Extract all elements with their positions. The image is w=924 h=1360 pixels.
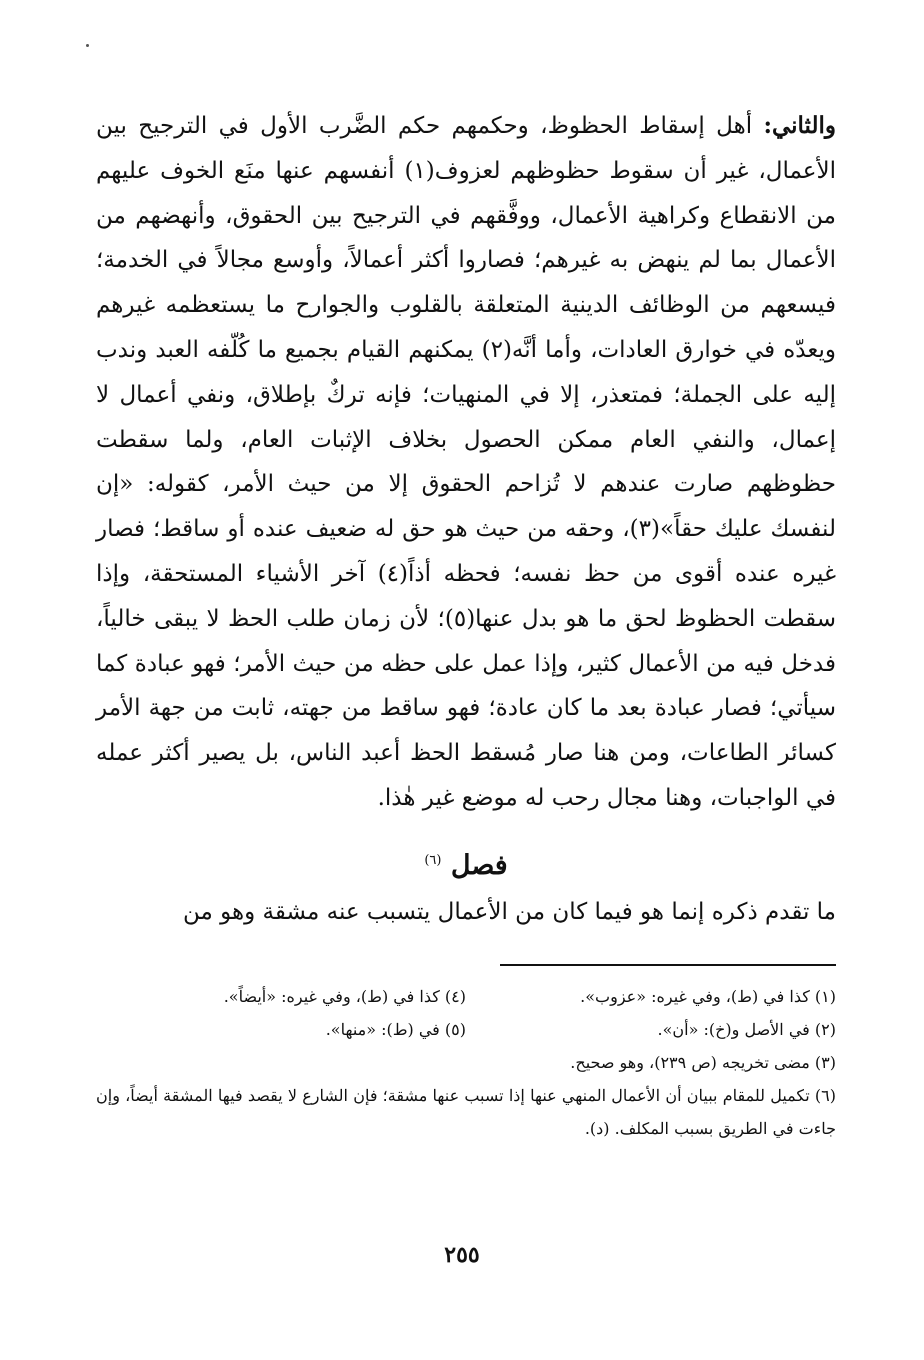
footnotes [96,980,836,1145]
margin-speck [86,44,89,47]
main-paragraph [96,104,836,821]
footnote-3: (٣) مضى تخريجه (ص ٢٣٩)، وهو صحيح. [570,1052,836,1072]
footnote-separator [500,964,836,966]
footnote-5: (٥) في (ط): «منها». [325,1019,466,1039]
paragraph-lead-word: والثاني: [763,112,836,139]
paragraph-body: أهل إسقاط الحظوظ، وحكمهم حكم الضَّرب الأول في الترجيح بين الأعمال، غير أن سقوط حظوظهم لعزوف(١) أنفسهم عنها منَع الخوف عليهم من الانقطاع وكراهية الأعمال، ووفَّقهم في الترجيح بين الحقوق، وأنهضهم من الأعمال بما لم ينهض به غيرهم؛ فصاروا أكثر أعمالاً، وأوسع مجالاً في الخدمة؛ فيسعهم من الوظائف الدينية المتعلقة بالقلوب والجوارح ما يستعظمه غيرهم ويعدّه في خوارق العادات، وأما أنَّه(٢) يمكنهم القيام بجميع ما كُلّفه العبد وندب إليه على الجملة؛ فمتعذر، إلا في المنهيات؛ فإنه تركٌ بإطلاق، ونفي أعمال لا إعمال، والنفي العام ممكن الحصول بخلاف الإثبات العام، ولما سقطت حظوظهم صارت عندهم لا تُزاحم الحقوق إلا من حيث الأمر، كقوله: «إن لنفسك عليك حقاً»(٣)، وحقه من حيث هو حق له ضعيف عنده أو ساقط؛ فصار غيره عنده أقوى من حظ نفسه؛ فحظه أذاً(٤) آخر الأشياء المستحقة، وإذا سقطت الحظوظ لحق ما هو بدل عنها(٥)؛ لأن زمان طلب الحظ لا يبقى خالياً، فدخل فيه من الأعمال كثير، وإذا عمل على حظه من حيث الأمر؛ فهو عبادة كما سيأتي؛ فصار عبادة بعد ما كان عادة؛ فهو ساقط من جهته، ثابت من جهة الأمر كسائر الطاعات، ومن هنا صار مُسقط الحظ أعبد الناس، بل يصير أكثر عمله في الواجبات، وهنا مجال رحب له موضع غير هٰذا. [96,113,837,811]
footnote-4: (٤) كذا في (ط)، وفي غيره: «أيضاً». [223,986,466,1006]
page-content [96,104,836,1145]
section-heading-title: فصل [450,849,508,881]
footnote-2: (٢) في الأصل و(خ): «أن». [657,1019,836,1039]
footnote-row [96,1013,836,1046]
section-first-line: ما تقدم ذكره إنما هو فيما كان من الأعمال يتسبب عنه مشقة وهو من [182,898,836,925]
section-heading [96,841,836,886]
page-number: ٢٥٥ [444,1242,480,1268]
footnote-row [96,980,836,1013]
footnote-6: (٦) تكميل للمقام ببيان أن الأعمال المنهي عنها إذا تسبب عنها مشقة؛ فإن الشارع لا يقصد فيها المشقة أيضاً، وإن جاءت في الطريق بسبب المكلف. (د). [96,1085,836,1138]
section-heading-footnote-ref: (٦) [424,852,442,868]
footnote-1: (١) كذا في (ط)، وفي غيره: «عزوب». [580,986,836,1006]
